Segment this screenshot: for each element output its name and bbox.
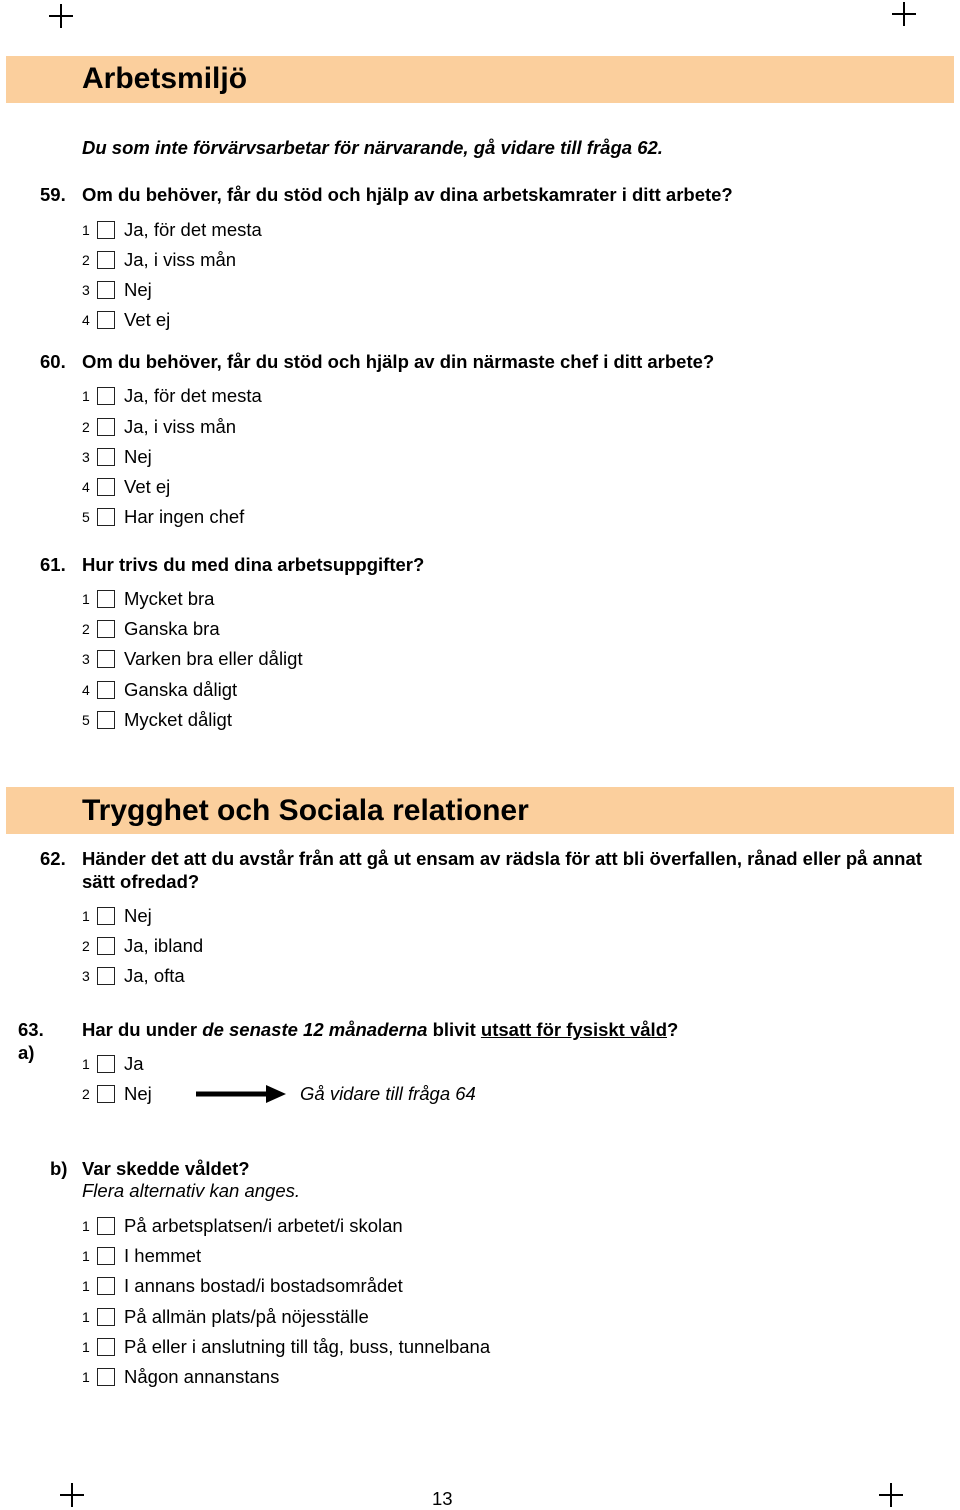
checkbox[interactable] <box>97 907 115 925</box>
checkbox[interactable] <box>97 1055 115 1073</box>
option-59-3[interactable]: 3 Nej <box>82 279 152 300</box>
checkbox[interactable] <box>97 1277 115 1295</box>
option-61-3[interactable]: 3 Varken bra eller dåligt <box>82 648 303 669</box>
checkbox[interactable] <box>97 937 115 955</box>
crop-mark-bottom-left <box>59 1482 85 1508</box>
question-number: b) <box>50 1158 68 1179</box>
option-62-3[interactable]: 3 Ja, ofta <box>82 965 185 986</box>
arrow-right-icon <box>196 1085 286 1103</box>
option-63b-3[interactable]: 1 I annans bostad/i bostadsområdet <box>82 1275 403 1296</box>
checkbox[interactable] <box>97 448 115 466</box>
page-number: 13 <box>432 1488 453 1509</box>
checkbox[interactable] <box>97 311 115 329</box>
checkbox[interactable] <box>97 1085 115 1103</box>
option-60-3[interactable]: 3 Nej <box>82 446 152 467</box>
checkbox[interactable] <box>97 478 115 496</box>
option-60-2[interactable]: 2 Ja, i viss mån <box>82 416 237 437</box>
crop-mark-top-left <box>48 3 74 29</box>
option-61-1[interactable]: 1 Mycket bra <box>82 588 215 609</box>
option-63a-1[interactable]: 1 Ja <box>82 1053 144 1074</box>
checkbox[interactable] <box>97 681 115 699</box>
checkbox[interactable] <box>97 418 115 436</box>
question-text: Om du behöver, får du stöd och hjälp av din närmaste chef i ditt arbete? <box>82 351 715 372</box>
checkbox[interactable] <box>97 1217 115 1235</box>
checkbox[interactable] <box>97 251 115 269</box>
crop-mark-top-right <box>891 1 917 27</box>
option-63b-1[interactable]: 1 På arbetsplatsen/i arbetet/i skolan <box>82 1215 403 1236</box>
checkbox[interactable] <box>97 508 115 526</box>
option-63b-2[interactable]: 1 I hemmet <box>82 1245 202 1266</box>
checkbox[interactable] <box>97 590 115 608</box>
checkbox[interactable] <box>97 967 115 985</box>
option-59-2[interactable]: 2 Ja, i viss mån <box>82 249 237 270</box>
question-text: Har du under de senaste 12 månaderna blivit utsatt för fysiskt våld? <box>82 1019 679 1040</box>
question-number: 59. <box>40 184 66 205</box>
option-63b-4[interactable]: 1 På allmän plats/på nöjesställe <box>82 1306 369 1327</box>
skip-to-question-64: Gå vidare till fråga 64 <box>300 1083 476 1104</box>
option-61-4[interactable]: 4 Ganska dåligt <box>82 679 238 700</box>
question-number: 61. <box>40 554 66 575</box>
section-title: Arbetsmiljö <box>82 62 248 95</box>
option-62-2[interactable]: 2 Ja, ibland <box>82 935 204 956</box>
skip-instruction: Du som inte förvärvsarbetar för närvarande, gå vidare till fråga 62. <box>82 137 663 158</box>
question-number: 63. a) <box>18 1019 44 1063</box>
checkbox[interactable] <box>97 650 115 668</box>
option-63a-2[interactable]: 2 Nej <box>82 1083 152 1104</box>
checkbox[interactable] <box>97 387 115 405</box>
option-60-1[interactable]: 1 Ja, för det mesta <box>82 385 262 406</box>
question-text: Var skedde våldet? <box>82 1158 250 1179</box>
option-63b-5[interactable]: 1 På eller i anslutning till tåg, buss, tunnelbana <box>82 1336 491 1357</box>
checkbox[interactable] <box>97 1338 115 1356</box>
question-number: 62. <box>40 848 66 869</box>
crop-mark-bottom-right <box>878 1482 904 1508</box>
option-60-5[interactable]: 5 Har ingen chef <box>82 506 245 527</box>
option-59-1[interactable]: 1 Ja, för det mesta <box>82 219 262 240</box>
checkbox[interactable] <box>97 281 115 299</box>
checkbox[interactable] <box>97 1368 115 1386</box>
question-number: 60. <box>40 351 66 372</box>
question-text: Händer det att du avstår från att gå ut ensam av rädsla för att bli överfallen, rånad eller på annat sätt ofredad? <box>82 848 922 892</box>
question-text: Hur trivs du med dina arbetsuppgifter? <box>82 554 425 575</box>
checkbox[interactable] <box>97 620 115 638</box>
checkbox[interactable] <box>97 1247 115 1265</box>
option-61-5[interactable]: 5 Mycket dåligt <box>82 709 232 730</box>
checkbox[interactable] <box>97 1308 115 1326</box>
multiple-choice-note: Flera alternativ kan anges. <box>82 1180 301 1201</box>
option-62-1[interactable]: 1 Nej <box>82 905 152 926</box>
option-61-2[interactable]: 2 Ganska bra <box>82 618 220 639</box>
checkbox[interactable] <box>97 711 115 729</box>
option-63b-6[interactable]: 1 Någon annanstans <box>82 1366 280 1387</box>
option-59-4[interactable]: 4 Vet ej <box>82 309 171 330</box>
option-60-4[interactable]: 4 Vet ej <box>82 476 171 497</box>
checkbox[interactable] <box>97 221 115 239</box>
question-text: Om du behöver, får du stöd och hjälp av dina arbetskamrater i ditt arbete? <box>82 184 733 205</box>
section-title: Trygghet och Sociala relationer <box>82 794 529 827</box>
